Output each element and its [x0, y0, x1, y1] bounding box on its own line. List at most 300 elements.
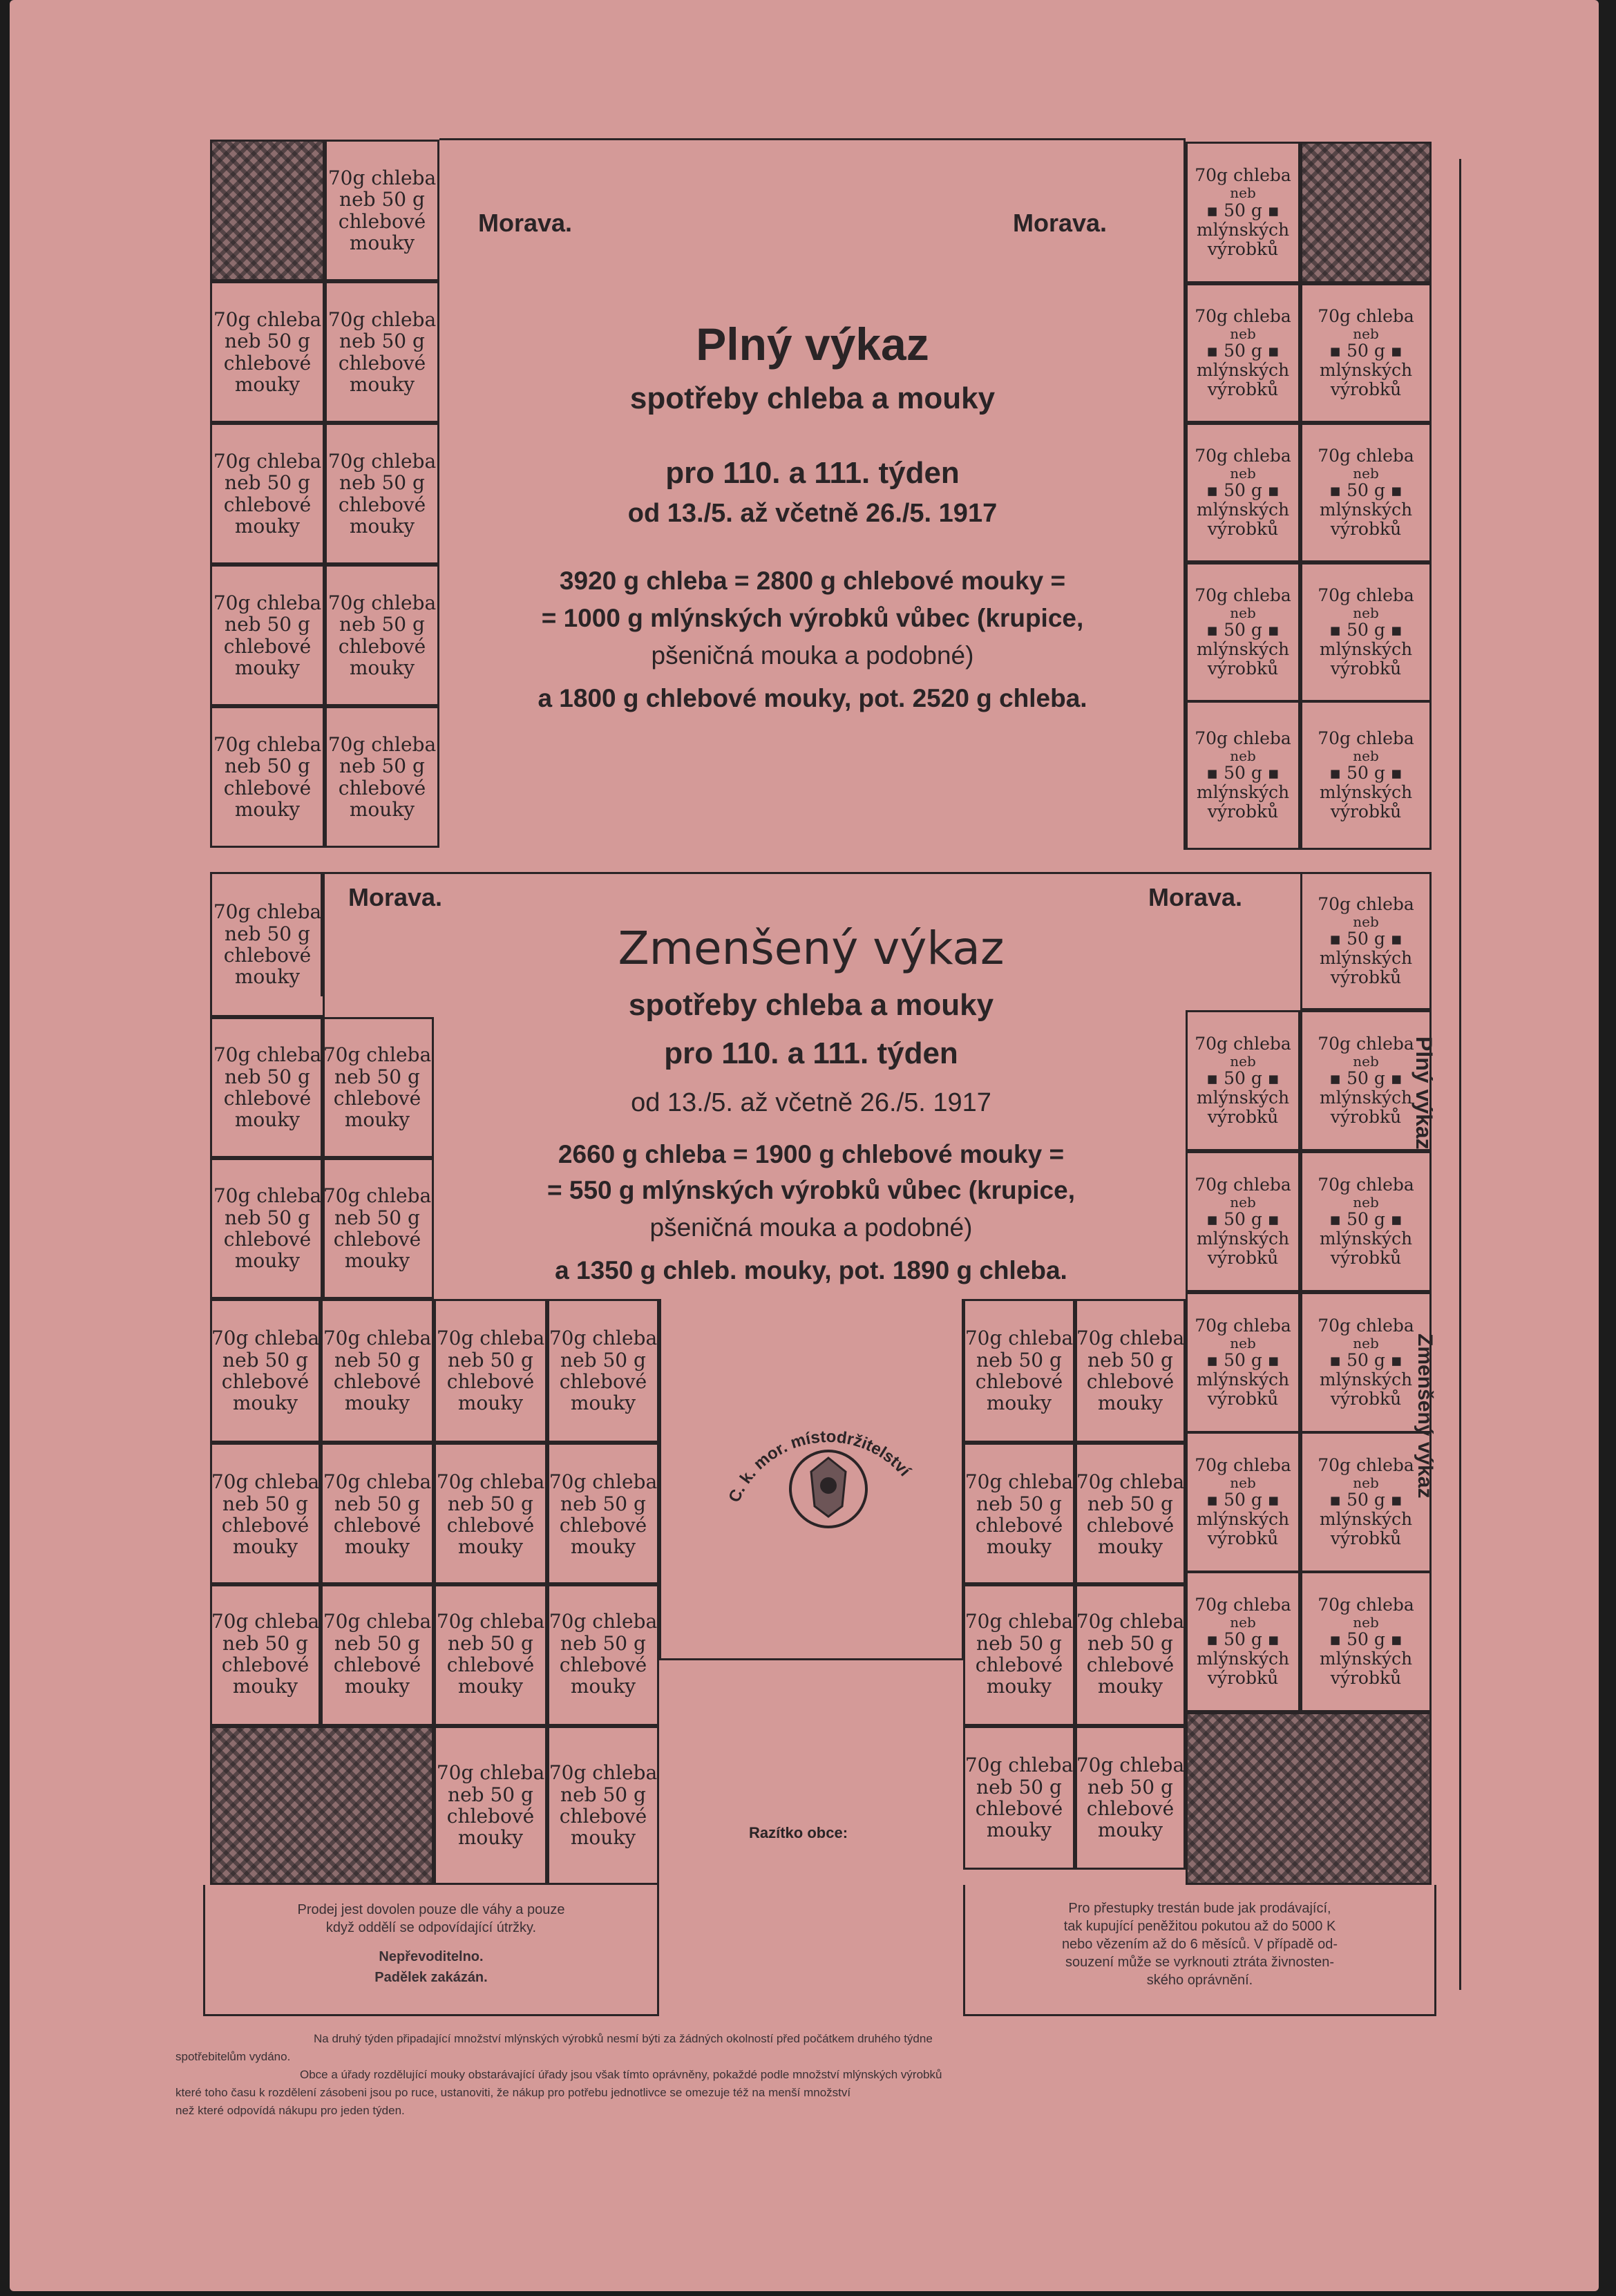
coupon-text: výrobků: [1330, 519, 1402, 540]
coupon-text: neb 50 g: [1087, 1631, 1173, 1655]
coupon-text: ▪ 50 g ▪: [1329, 763, 1403, 784]
mill-coupon: [1186, 1571, 1300, 1712]
mill-coupon: [1186, 1432, 1300, 1573]
coupon-text: mlýnských: [1319, 1228, 1413, 1249]
coupon-text: neb 50 g: [222, 1348, 308, 1372]
coupon-text: mlýnských: [1196, 219, 1290, 240]
coupon-text: 70g chleba: [1195, 445, 1291, 466]
region-label: Morava.: [478, 209, 573, 237]
mill-coupon: [1186, 423, 1300, 562]
coupon-text: mouky: [986, 1392, 1052, 1415]
coupon-text: neb 50 g: [448, 1348, 533, 1372]
coupon-text: 70g chleba: [213, 732, 322, 756]
coupon-text: 70g chleba: [1318, 1174, 1414, 1195]
guilloche-pattern: [210, 140, 325, 281]
coupon-text: výrobků: [1207, 1248, 1279, 1269]
coupon-text: mouky: [349, 231, 415, 254]
coupon-text: 70g chleba: [1076, 1610, 1185, 1633]
coupon-text: neb 50 g: [448, 1631, 533, 1655]
coupon-text: výrobků: [1330, 379, 1402, 400]
coupon-text: chlebové: [338, 493, 426, 516]
coupon-text: neb: [1230, 1334, 1256, 1351]
coupon-text: mouky: [1097, 1675, 1163, 1698]
full-subtitle: spotřeby chleba a mouky: [629, 381, 996, 415]
coupon-text: neb 50 g: [339, 188, 425, 211]
coupon-text: neb 50 g: [976, 1492, 1062, 1515]
side-label-reduced: Zmenšený výkaz: [1414, 1334, 1436, 1499]
coupon-text: 70g chleba: [323, 1043, 432, 1067]
full-title: Plný výkaz: [696, 319, 929, 370]
footnote-4: které toho času k rozdělení zásobeni jsou po ruce, ustanoviti, že nákup pro potřebu jednotlivce se omezuje též na menší množství: [175, 2086, 851, 2099]
coupon-text: neb 50 g: [225, 922, 310, 945]
coupon-text: 70g chleba: [1318, 1033, 1414, 1054]
coupon-text: neb 50 g: [334, 1206, 420, 1229]
coupon-text: 70g chleba: [1195, 305, 1291, 326]
coupon-text: neb 50 g: [448, 1492, 533, 1515]
mill-coupon: [1300, 1292, 1432, 1433]
coupon-text: mlýnských: [1319, 360, 1413, 381]
bread-coupon: [434, 1582, 547, 1726]
coupon-text: výrobků: [1330, 1528, 1402, 1549]
bread-coupon: [547, 1443, 659, 1586]
coupon-text: mouky: [457, 1826, 524, 1850]
coupon-text: chlebové: [333, 1087, 421, 1110]
ration-card: [10, 0, 1599, 2291]
coupon-text: mlýnských: [1319, 948, 1413, 969]
coupon-text: chlebové: [333, 1514, 421, 1537]
coupon-text: chlebové: [446, 1805, 535, 1828]
coupon-text: chlebové: [223, 493, 312, 516]
coupon-text: neb 50 g: [976, 1631, 1062, 1655]
bread-coupon: [321, 1582, 434, 1726]
coupon-text: 70g chleba: [327, 449, 437, 473]
coupon-text: mouky: [232, 1392, 298, 1415]
seal-text: C. k. mor. místodržitelství: [725, 1427, 915, 1506]
bread-coupon: [547, 1726, 659, 1885]
reduced-dates: od 13./5. až včetně 26./5. 1917: [631, 1088, 991, 1117]
coupon-text: mouky: [234, 797, 301, 821]
bread-coupon: [321, 1443, 434, 1586]
coupon-text: 70g chleba: [213, 1184, 322, 1208]
coupon-text: chlebové: [223, 944, 312, 967]
coupon-text: neb 50 g: [1087, 1492, 1173, 1515]
coupon-text: 70g chleba: [1195, 165, 1291, 186]
region-label: Morava.: [1148, 883, 1243, 911]
coupon-text: neb 50 g: [448, 1783, 533, 1806]
coupon-text: mouky: [570, 1675, 636, 1698]
coupon-text: výrobků: [1330, 1107, 1402, 1128]
coupon-text: neb 50 g: [976, 1348, 1062, 1372]
coupon-text: 70g chleba: [327, 591, 437, 614]
coupon-text: neb 50 g: [334, 1492, 420, 1515]
coupon-text: 70g chleba: [1318, 1315, 1414, 1336]
coupon-text: chlebové: [975, 1653, 1063, 1676]
coupon-text: chlebové: [338, 634, 426, 658]
divider-line: [321, 872, 1302, 874]
coupon-text: mouky: [986, 1675, 1052, 1698]
coupon-text: ▪ 50 g ▪: [1206, 1490, 1280, 1510]
reduced-title: Zmenšený výkaz: [618, 922, 1005, 975]
coupon-text: neb: [1353, 1052, 1379, 1070]
reduced-line-2: = 550 g mlýnských výrobků vůbec (krupice,: [547, 1176, 1075, 1204]
coupon-text: 70g chleba: [964, 1754, 1074, 1777]
coupon-text: neb: [1353, 913, 1379, 930]
bread-coupon: [963, 1582, 1075, 1726]
full-weeks: pro 110. a 111. týden: [665, 456, 960, 490]
coupon-text: chlebové: [559, 1514, 647, 1537]
coupon-text: výrobků: [1330, 1248, 1402, 1269]
coupon-text: ▪ 50 g ▪: [1206, 341, 1280, 361]
coupon-text: chlebové: [559, 1805, 647, 1828]
coupon-text: mlýnských: [1196, 1088, 1290, 1108]
bread-coupon: [434, 1443, 547, 1586]
coupon-text: neb 50 g: [339, 613, 425, 636]
mill-coupon: [1300, 1010, 1432, 1151]
coupon-text: mouky: [1097, 1819, 1163, 1842]
coupon-text: 70g chleba: [211, 1610, 320, 1633]
coupon-text: neb: [1353, 1474, 1379, 1491]
coupon-text: chlebové: [223, 634, 312, 658]
coupon-text: 70g chleba: [549, 1470, 658, 1494]
mill-coupon: [1186, 1151, 1300, 1292]
coupon-text: 70g chleba: [436, 1761, 545, 1785]
coupon-text: mlýnských: [1319, 1088, 1413, 1108]
bread-coupon: [210, 423, 325, 564]
coupon-text: 70g chleba: [1195, 1454, 1291, 1475]
coupon-text: neb 50 g: [560, 1783, 646, 1806]
reduced-line-3: pšeničná mouka a podobné): [649, 1213, 973, 1242]
bread-coupon: [325, 281, 439, 423]
bread-coupon: [210, 564, 325, 706]
coupon-text: mlýnských: [1196, 639, 1290, 660]
bread-coupon: [1075, 1443, 1186, 1586]
coupon-text: neb: [1230, 747, 1256, 764]
coupon-text: chlebové: [1086, 1653, 1175, 1676]
coupon-text: 70g chleba: [213, 591, 322, 614]
coupon-text: 70g chleba: [964, 1470, 1074, 1494]
coupon-text: chlebové: [223, 776, 312, 799]
coupon-text: mouky: [986, 1819, 1052, 1842]
coupon-text: chlebové: [446, 1514, 535, 1537]
coupon-text: neb 50 g: [222, 1492, 308, 1515]
coupon-text: neb 50 g: [339, 471, 425, 495]
coupon-text: chlebové: [446, 1653, 535, 1676]
coupon-text: 70g chleba: [1318, 893, 1414, 914]
coupon-text: neb 50 g: [225, 1065, 310, 1088]
coupon-text: neb 50 g: [222, 1631, 308, 1655]
notice-right-5: ského oprávnění.: [1146, 1973, 1253, 1988]
coupon-text: 70g chleba: [436, 1610, 545, 1633]
mill-coupon: [1186, 283, 1300, 423]
mill-coupon: [1300, 701, 1432, 850]
coupon-text: neb 50 g: [225, 613, 310, 636]
coupon-text: chlebové: [223, 1228, 312, 1251]
coupon-text: ▪ 50 g ▪: [1329, 1068, 1403, 1089]
coupon-text: 70g chleba: [1195, 1174, 1291, 1195]
coupon-text: mlýnských: [1319, 639, 1413, 660]
coupon-text: neb 50 g: [225, 330, 310, 353]
bread-coupon: [210, 1017, 325, 1158]
bread-coupon: [963, 1299, 1075, 1443]
coupon-text: neb: [1230, 184, 1256, 202]
full-line-1: 3920 g chleba = 2800 g chlebové mouky =: [559, 567, 1066, 595]
footnote-1: Na druhý týden připadající množství mlýnských výrobků nesmí býti za žádných okolností před počátkem druhého týdne: [314, 2032, 933, 2045]
coupon-text: neb 50 g: [560, 1492, 646, 1515]
bread-coupon: [325, 140, 439, 281]
coupon-text: 70g chleba: [1076, 1754, 1185, 1777]
notice-left-3: Nepřevoditelno.: [379, 1949, 484, 1964]
mill-coupon: [1300, 423, 1432, 562]
coupon-text: 70g chleba: [213, 1043, 322, 1067]
coupon-text: neb: [1230, 604, 1256, 621]
coupon-text: mouky: [344, 1108, 410, 1132]
coupon-text: mouky: [570, 1392, 636, 1415]
mill-coupon: [1300, 562, 1432, 702]
coupon-text: chlebové: [559, 1653, 647, 1676]
coupon-text: neb 50 g: [976, 1775, 1062, 1799]
coupon-text: výrobků: [1330, 1668, 1402, 1689]
coupon-text: neb: [1353, 1193, 1379, 1211]
coupon-text: mouky: [349, 514, 415, 538]
full-line-3: pšeničná mouka a podobné): [651, 641, 974, 670]
coupon-text: mouky: [344, 1249, 410, 1273]
footnote-3: Obce a úřady rozdělující mouky obstarávající úřady jsou však tímto oprávněny, pokaždé podle množství mlýnských výrobků: [300, 2068, 942, 2081]
coupon-text: mouky: [570, 1535, 636, 1559]
reduced-line-1: 2660 g chleba = 1900 g chlebové mouky =: [558, 1140, 1065, 1168]
bread-coupon: [1075, 1582, 1186, 1726]
footnote-5: než které odpovídá nákupu pro jeden týden.: [175, 2104, 405, 2117]
coupon-text: mouky: [232, 1675, 298, 1698]
coupon-text: mlýnských: [1196, 1369, 1290, 1390]
coupon-text: výrobků: [1330, 658, 1402, 679]
coupon-text: neb 50 g: [1087, 1775, 1173, 1799]
coupon-text: 70g chleba: [549, 1761, 658, 1785]
coupon-text: mlýnských: [1196, 500, 1290, 520]
coupon-text: výrobků: [1330, 967, 1402, 988]
coupon-text: ▪ 50 g ▪: [1206, 480, 1280, 501]
bread-coupon: [210, 1443, 321, 1586]
coupon-text: 70g chleba: [211, 1327, 320, 1350]
coupon-text: neb: [1230, 1613, 1256, 1631]
coupon-text: chlebové: [338, 776, 426, 799]
coupon-text: chlebové: [1086, 1514, 1175, 1537]
coupon-text: mouky: [1097, 1392, 1163, 1415]
bread-coupon: [1075, 1726, 1186, 1870]
guilloche-pattern: [1186, 1712, 1432, 1885]
coupon-text: neb: [1353, 747, 1379, 764]
bread-coupon: [325, 423, 439, 564]
coupon-text: mouky: [457, 1392, 524, 1415]
mill-coupon: [1186, 562, 1300, 702]
reduced-line-4: a 1350 g chleb. mouky, pot. 1890 g chleba.: [555, 1256, 1067, 1284]
mill-coupon: [1300, 283, 1432, 423]
coupon-text: ▪ 50 g ▪: [1329, 1350, 1403, 1371]
bread-coupon: [325, 706, 439, 848]
coupon-text: ▪ 50 g ▪: [1206, 763, 1280, 784]
coupon-text: chlebové: [221, 1370, 310, 1393]
coupon-text: ▪ 50 g ▪: [1329, 341, 1403, 361]
bread-coupon: [547, 1582, 659, 1726]
coupon-text: mouky: [234, 1249, 301, 1273]
coupon-text: mouky: [1097, 1535, 1163, 1559]
coupon-text: neb: [1230, 464, 1256, 482]
mill-coupon: [1300, 1432, 1432, 1573]
coupon-text: neb: [1230, 1052, 1256, 1070]
coupon-text: 70g chleba: [964, 1610, 1074, 1633]
bread-coupon: [210, 1582, 321, 1726]
mill-coupon: [1186, 701, 1300, 850]
coupon-text: mouky: [234, 656, 301, 679]
coupon-text: 70g chleba: [323, 1610, 432, 1633]
coupon-text: neb 50 g: [334, 1065, 420, 1088]
coupon-text: 70g chleba: [323, 1184, 432, 1208]
coupon-text: chlebové: [446, 1370, 535, 1393]
coupon-text: mlýnských: [1319, 500, 1413, 520]
mill-coupon: [1186, 142, 1300, 283]
coupon-text: ▪ 50 g ▪: [1206, 200, 1280, 220]
coupon-text: mouky: [349, 372, 415, 396]
official-seal: [714, 1375, 942, 1541]
coupon-text: chlebové: [221, 1514, 310, 1537]
coupon-text: výrobků: [1207, 1528, 1279, 1549]
coupon-text: 70g chleba: [436, 1327, 545, 1350]
region-label: Morava.: [1013, 209, 1108, 237]
coupon-text: mlýnských: [1319, 1649, 1413, 1669]
mill-coupon: [1300, 872, 1432, 1010]
coupon-text: 70g chleba: [211, 1470, 320, 1494]
mill-coupon: [1300, 1151, 1432, 1292]
coupon-text: 70g chleba: [327, 307, 437, 331]
coupon-text: výrobků: [1207, 379, 1279, 400]
coupon-text: výrobků: [1207, 238, 1279, 259]
full-dates: od 13./5. až včetně 26./5. 1917: [627, 499, 998, 528]
coupon-text: chlebové: [221, 1653, 310, 1676]
notice-right-3: nebo vězením až do 6 měsíců. V případě od-: [1061, 1937, 1338, 1952]
coupon-text: 70g chleba: [436, 1470, 545, 1494]
coupon-text: mlýnských: [1196, 360, 1290, 381]
coupon-text: neb 50 g: [225, 1206, 310, 1229]
coupon-text: chlebové: [223, 351, 312, 374]
coupon-text: 70g chleba: [1195, 728, 1291, 748]
coupon-text: 70g chleba: [213, 307, 322, 331]
coupon-text: ▪ 50 g ▪: [1329, 1490, 1403, 1510]
coupon-text: neb: [1353, 1613, 1379, 1631]
side-bracket: [1459, 159, 1461, 1990]
coupon-text: chlebové: [975, 1797, 1063, 1820]
coupon-text: mouky: [234, 514, 301, 538]
coupon-text: neb 50 g: [1087, 1348, 1173, 1372]
divider-line: [659, 1299, 661, 1658]
coupon-text: výrobků: [1207, 1389, 1279, 1410]
coupon-text: neb 50 g: [560, 1348, 646, 1372]
coupon-text: neb 50 g: [225, 755, 310, 778]
coupon-text: neb: [1230, 1193, 1256, 1211]
region-label: Morava.: [348, 883, 443, 911]
bread-coupon: [434, 1726, 547, 1885]
guilloche-pattern: [1300, 142, 1432, 283]
coupon-text: chlebové: [1086, 1370, 1175, 1393]
coupon-text: chlebové: [223, 1087, 312, 1110]
mill-coupon: [1300, 1571, 1432, 1712]
bread-coupon: [321, 1299, 434, 1443]
coupon-text: neb 50 g: [339, 330, 425, 353]
mill-coupon: [1186, 1292, 1300, 1433]
bread-coupon: [210, 1158, 325, 1299]
coupon-text: mouky: [457, 1675, 524, 1698]
coupon-text: 70g chleba: [323, 1327, 432, 1350]
coupon-text: neb 50 g: [334, 1348, 420, 1372]
mill-coupon: [1186, 1010, 1300, 1151]
coupon-text: neb: [1353, 464, 1379, 482]
bread-coupon: [325, 564, 439, 706]
coupon-text: chlebové: [338, 209, 426, 233]
coupon-text: mlýnských: [1196, 1228, 1290, 1249]
coupon-text: mlýnských: [1196, 1649, 1290, 1669]
coupon-text: výrobků: [1330, 801, 1402, 822]
coupon-text: mlýnských: [1196, 782, 1290, 803]
coupon-text: 70g chleba: [549, 1327, 658, 1350]
bread-coupon: [547, 1299, 659, 1443]
notice-right-4: souzení může se vyrknouti ztráta živnosten-: [1065, 1955, 1335, 1970]
coupon-text: výrobků: [1207, 519, 1279, 540]
notice-right-2: tak kupující peněžitou pokutou až do 5000 K: [1063, 1919, 1336, 1934]
coupon-text: neb 50 g: [225, 471, 310, 495]
coupon-text: ▪ 50 g ▪: [1329, 1209, 1403, 1230]
notice-left-1: Prodej jest dovolen pouze dle váhy a pouze: [297, 1902, 565, 1917]
coupon-text: ▪ 50 g ▪: [1206, 1209, 1280, 1230]
coupon-text: chlebové: [975, 1370, 1063, 1393]
coupon-text: ▪ 50 g ▪: [1206, 1068, 1280, 1089]
coupon-text: 70g chleba: [1318, 585, 1414, 605]
bread-coupon: [321, 1158, 434, 1299]
coupon-text: neb 50 g: [560, 1631, 646, 1655]
coupon-text: mouky: [234, 372, 301, 396]
bread-coupon: [210, 281, 325, 423]
bread-coupon: [210, 872, 325, 1017]
coupon-text: 70g chleba: [1195, 585, 1291, 605]
coupon-text: mlýnských: [1319, 1509, 1413, 1530]
coupon-text: mouky: [457, 1535, 524, 1559]
coupon-text: 70g chleba: [1195, 1033, 1291, 1054]
full-ration-frame: [439, 138, 1186, 850]
coupon-text: ▪ 50 g ▪: [1206, 1350, 1280, 1371]
bread-coupon: [434, 1299, 547, 1443]
full-line-4: a 1800 g chlebové mouky, pot. 2520 g chleba.: [538, 684, 1087, 712]
coupon-text: chlebové: [338, 351, 426, 374]
bread-coupon: [321, 1017, 434, 1158]
guilloche-pattern: [210, 1726, 434, 1885]
bread-coupon: [963, 1726, 1075, 1870]
coupon-text: 70g chleba: [549, 1610, 658, 1633]
coupon-text: ▪ 50 g ▪: [1329, 480, 1403, 501]
coupon-text: 70g chleba: [323, 1470, 432, 1494]
coupon-text: mouky: [349, 797, 415, 821]
coupon-text: chlebové: [559, 1370, 647, 1393]
coupon-text: mouky: [234, 1108, 301, 1132]
bread-coupon: [963, 1443, 1075, 1586]
coupon-text: 70g chleba: [327, 166, 437, 189]
coupon-text: 70g chleba: [1318, 1594, 1414, 1615]
coupon-text: mlýnských: [1319, 1369, 1413, 1390]
coupon-text: neb: [1230, 1474, 1256, 1491]
reduced-weeks: pro 110. a 111. týden: [664, 1036, 958, 1070]
bread-coupon: [210, 706, 325, 848]
coupon-text: 70g chleba: [1318, 445, 1414, 466]
coupon-text: neb 50 g: [334, 1631, 420, 1655]
coupon-text: chlebové: [333, 1370, 421, 1393]
notice-left-4: Padělek zakázán.: [374, 1970, 488, 1985]
coupon-text: 70g chleba: [213, 449, 322, 473]
